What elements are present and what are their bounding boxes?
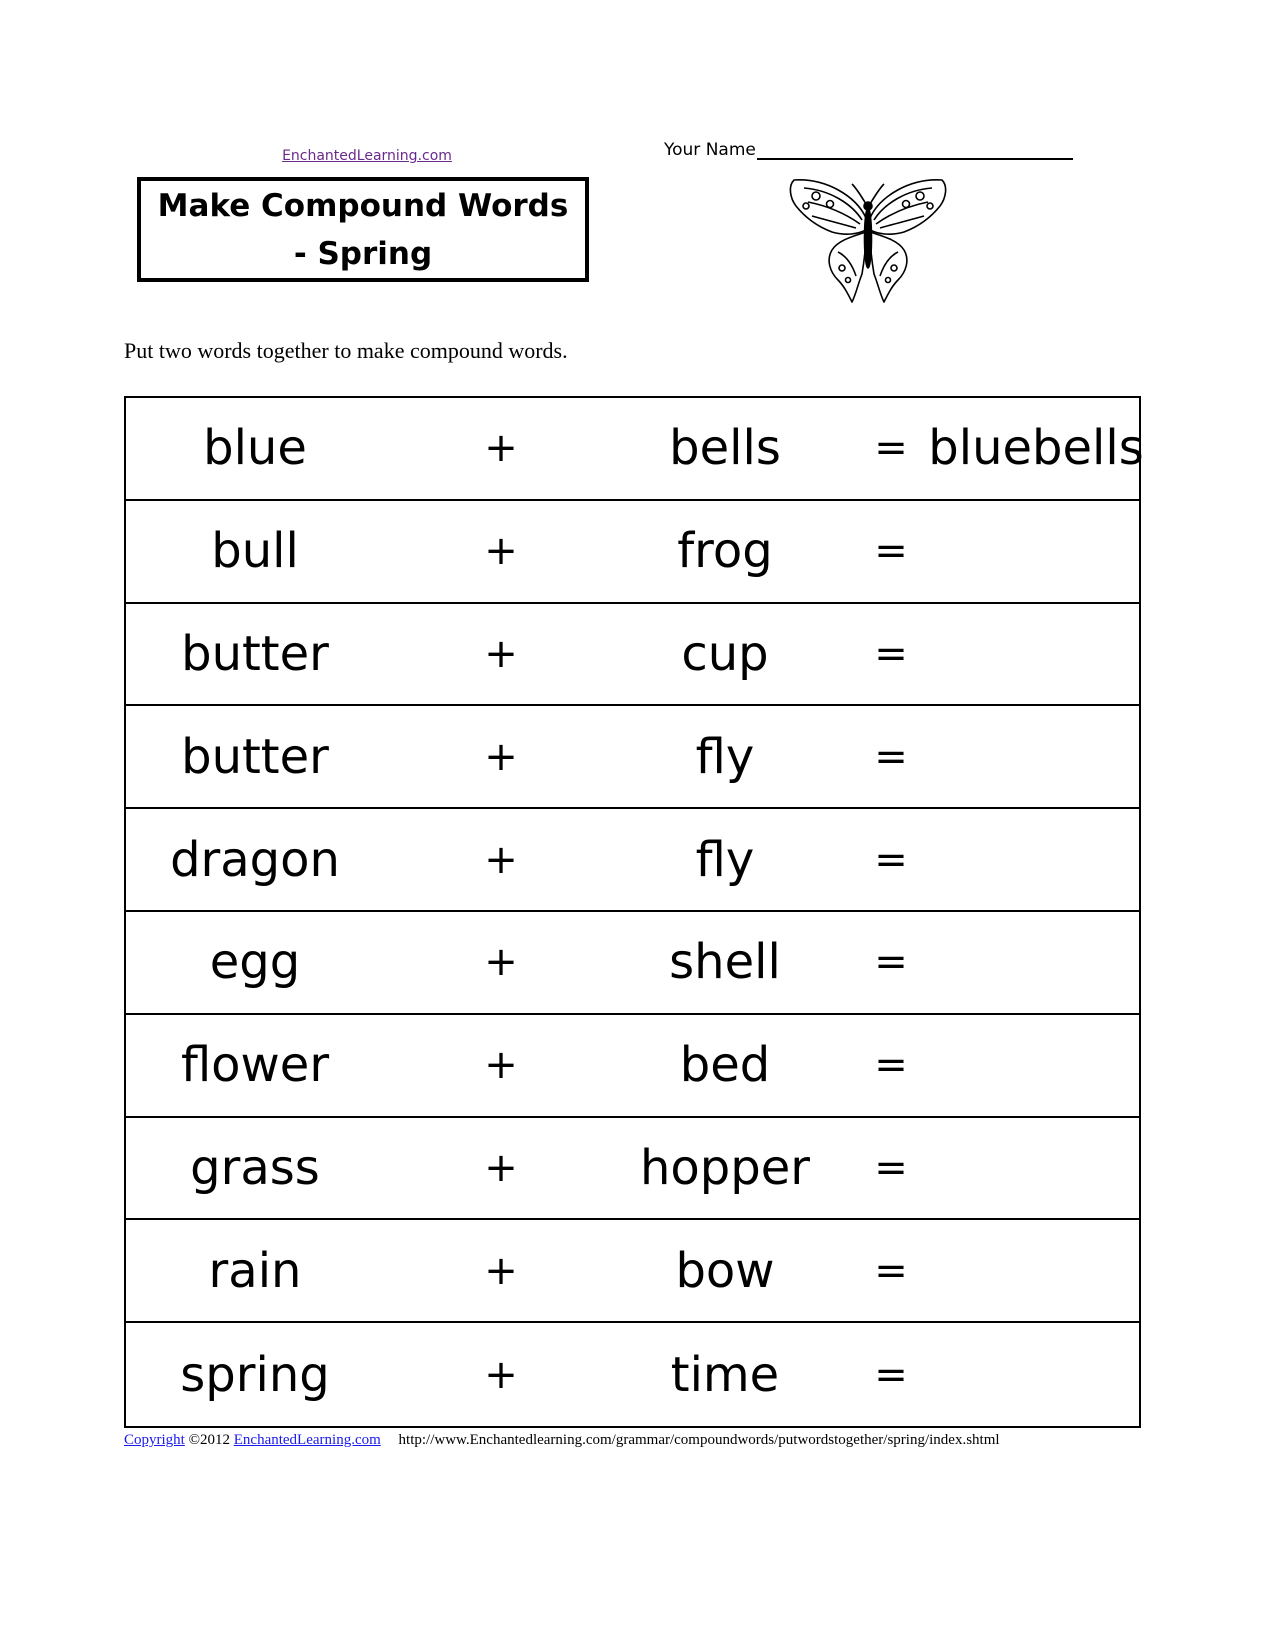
table-row <box>126 1118 1139 1221</box>
answer-blank[interactable] <box>936 706 1136 807</box>
plus-sign: + <box>484 939 518 986</box>
table-row <box>126 706 1139 809</box>
footer-site-link[interactable]: EnchantedLearning.com <box>233 1432 381 1448</box>
copyright-link[interactable]: Copyright <box>124 1432 185 1448</box>
word-table <box>124 396 1144 1428</box>
table-row <box>126 1220 1139 1323</box>
first-word: butter <box>181 728 329 785</box>
answer-blank[interactable] <box>936 1220 1136 1321</box>
answer-blank[interactable] <box>936 1015 1136 1116</box>
equals-sign: = <box>874 836 908 883</box>
instructions: Put two words together to make compound words. <box>124 338 568 363</box>
first-word: egg <box>209 934 301 991</box>
equals-sign: = <box>874 1351 908 1398</box>
plus-sign: + <box>484 1144 518 1191</box>
plus-sign: + <box>484 1351 518 1398</box>
plus-sign: + <box>484 836 518 883</box>
plus-sign: + <box>484 733 518 780</box>
first-word: blue <box>203 420 307 477</box>
answer-blank[interactable] <box>936 1323 1136 1426</box>
equals-sign: = <box>874 630 908 677</box>
equals-sign: = <box>874 733 908 780</box>
first-word: dragon <box>170 831 340 888</box>
first-word: rain <box>208 1242 302 1299</box>
name-label: Your Name <box>664 140 756 160</box>
answer-blank[interactable] <box>936 809 1136 910</box>
copyright-year: ©2012 <box>188 1432 230 1448</box>
answer-blank[interactable] <box>936 604 1136 705</box>
equals-sign: = <box>874 425 908 472</box>
plus-sign: + <box>484 528 518 575</box>
second-word: frog <box>677 523 773 580</box>
butterfly-icon <box>786 176 950 306</box>
table-row <box>126 1015 1139 1118</box>
table-row <box>126 809 1139 912</box>
answer-blank[interactable] <box>936 501 1136 602</box>
answer-blank[interactable] <box>936 912 1136 1013</box>
footer <box>124 1432 1000 1449</box>
equals-sign: = <box>874 939 908 986</box>
second-word: hopper <box>640 1139 810 1196</box>
second-word: bow <box>675 1242 775 1299</box>
name-line <box>757 138 1073 160</box>
plus-sign: + <box>484 1042 518 1089</box>
plus-sign: + <box>484 1247 518 1294</box>
table-row <box>126 912 1139 1015</box>
second-word: bed <box>679 1037 771 1094</box>
answer-blank[interactable] <box>936 1118 1136 1219</box>
name-field <box>664 138 1073 160</box>
first-word: bull <box>211 523 299 580</box>
second-word: fly <box>695 831 755 888</box>
second-word: time <box>670 1346 780 1403</box>
second-word: bells <box>669 420 781 477</box>
table-row <box>126 1323 1139 1426</box>
page-url: http://www.Enchantedlearning.com/grammar/compoundwords/putwordstogether/spring/index.shtml <box>398 1432 1000 1448</box>
plus-sign: + <box>484 630 518 677</box>
second-word: cup <box>681 625 769 682</box>
answer: bluebells <box>928 420 1144 477</box>
first-word: butter <box>181 625 329 682</box>
second-word: fly <box>695 728 755 785</box>
title-box <box>137 177 589 282</box>
equals-sign: = <box>874 528 908 575</box>
equals-sign: = <box>874 1247 908 1294</box>
table-row <box>126 398 1144 501</box>
second-word: shell <box>669 934 781 991</box>
first-word: grass <box>190 1139 320 1196</box>
equals-sign: = <box>874 1144 908 1191</box>
site-link-top[interactable]: EnchantedLearning.com <box>282 148 452 164</box>
table-row <box>126 604 1139 707</box>
first-word: spring <box>180 1346 330 1403</box>
first-word: flower <box>180 1037 330 1094</box>
page-title: Make Compound Words - Spring <box>157 187 569 272</box>
table-row <box>126 501 1139 604</box>
plus-sign: + <box>484 425 518 472</box>
equals-sign: = <box>874 1042 908 1089</box>
